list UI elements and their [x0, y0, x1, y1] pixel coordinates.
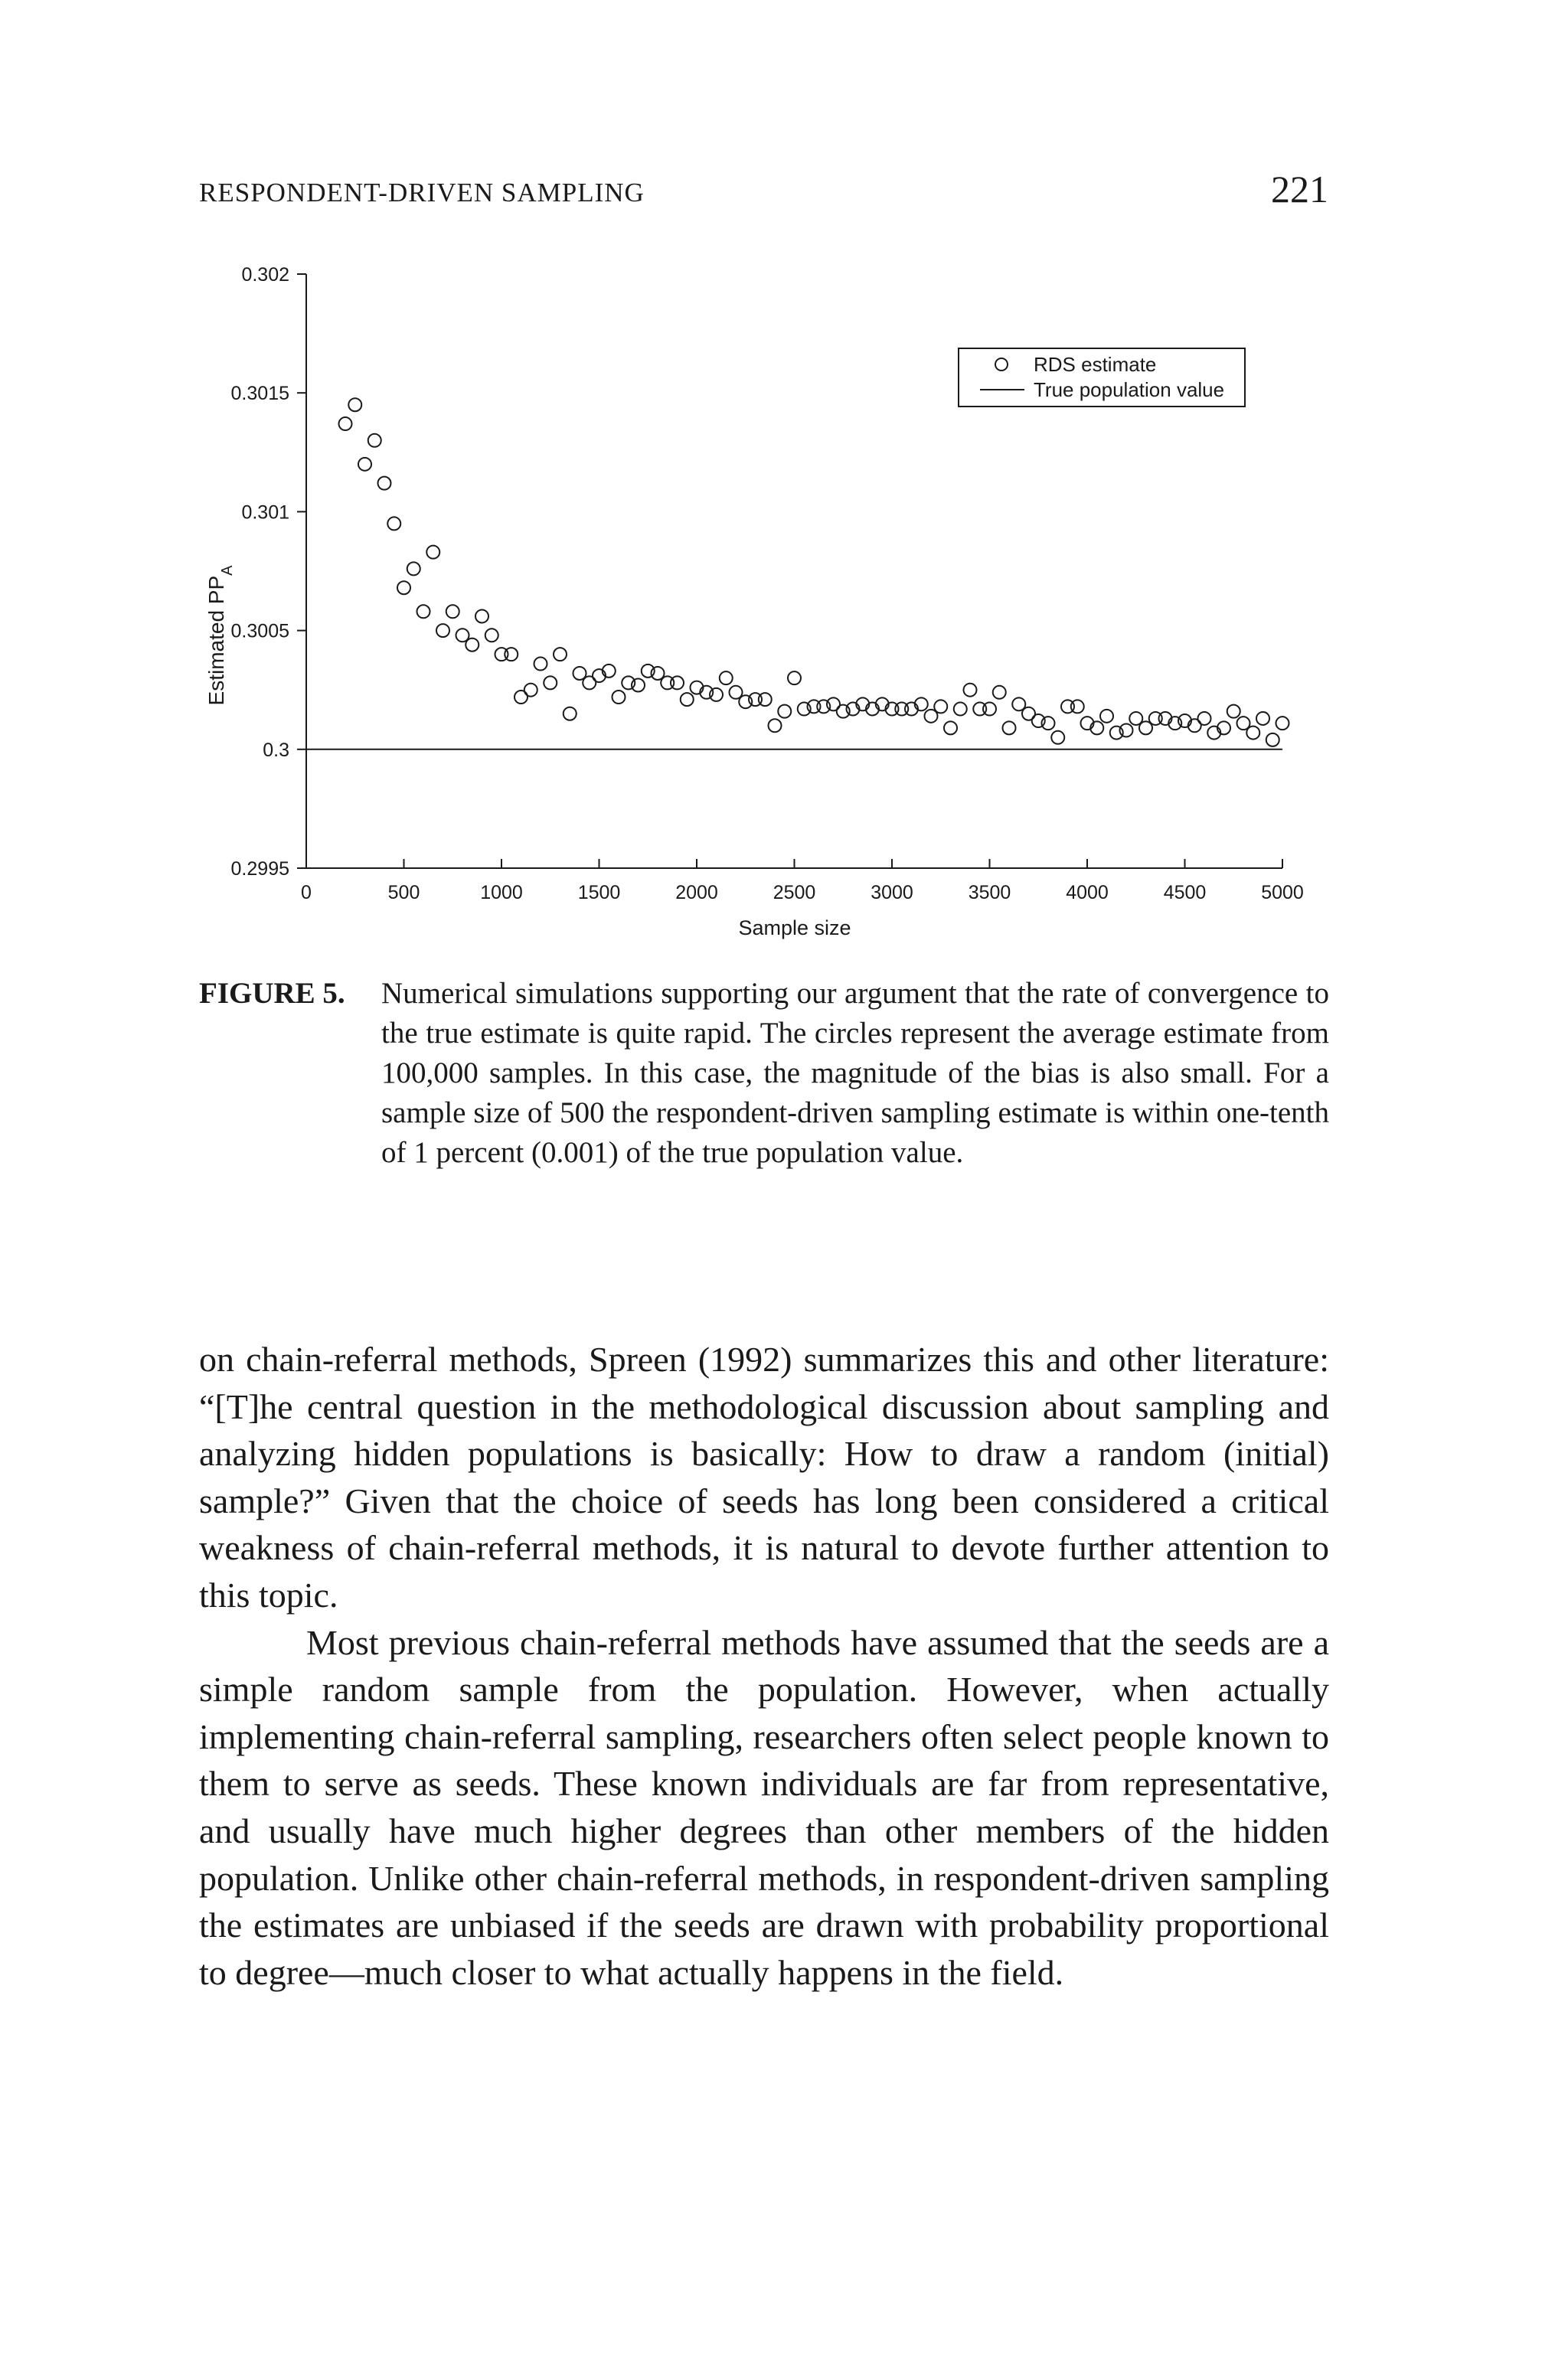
- rds-estimate-point: [397, 581, 410, 594]
- rds-estimate-point: [739, 695, 752, 708]
- y-axis-label-main: Estimated PP: [204, 575, 228, 706]
- legend-label-rds-estimate: RDS estimate: [1034, 353, 1157, 376]
- rds-estimate-point: [475, 609, 488, 622]
- rds-estimate-point: [788, 671, 801, 684]
- convergence-chart: [191, 253, 1340, 957]
- body-text: [199, 1336, 1329, 1996]
- y-tick-label: 0.3005: [230, 620, 289, 642]
- rds-estimate-point: [612, 691, 626, 704]
- y-tick-label: 0.3: [263, 739, 289, 761]
- rds-estimate-point: [1003, 721, 1016, 734]
- rds-estimate-point: [1100, 710, 1113, 723]
- rds-estimate-point: [964, 684, 977, 697]
- rds-estimate-point: [1032, 714, 1045, 727]
- rds-estimate-point: [1256, 712, 1269, 725]
- rds-estimate-point: [642, 665, 655, 678]
- x-tick-label: 2500: [773, 882, 816, 903]
- rds-estimate-point: [524, 684, 537, 697]
- rds-estimate-point: [368, 434, 381, 447]
- rds-estimate-point: [671, 676, 684, 689]
- rds-estimate-point: [436, 624, 449, 637]
- rds-estimate-point: [1071, 700, 1084, 713]
- x-tick-label: 2000: [675, 882, 718, 903]
- figure-caption-text: Numerical simulations supporting our argument that the rate of convergence to the true estimate is quite rapid. The circles represent the average estimate from 100,000 samples. In this case, the magnitude of the bias is also small. For a sample size of 500 the respondent-driven sampling estimate is within one-tenth of 1 percent (0.001) of the true population value.: [381, 977, 1329, 1169]
- x-tick-label: 1500: [577, 882, 621, 903]
- y-tick-label: 0.302: [241, 264, 289, 286]
- rds-estimate-point: [798, 703, 811, 716]
- rds-estimate-point: [993, 686, 1006, 699]
- x-tick-label: 5000: [1261, 882, 1304, 903]
- rds-estimate-point: [983, 703, 996, 716]
- rds-estimate-point: [446, 605, 459, 618]
- rds-estimate-point: [485, 629, 498, 642]
- rds-estimate-point: [934, 700, 947, 713]
- rds-estimate-point: [681, 693, 694, 706]
- figure-label: FIGURE 5.: [199, 977, 345, 1010]
- rds-estimate-point: [817, 700, 830, 713]
- rds-estimate-point: [554, 648, 567, 661]
- rds-estimate-point: [769, 719, 782, 732]
- rds-estimate-point: [1266, 733, 1279, 746]
- rds-estimate-point: [505, 648, 518, 661]
- chart-points: [339, 398, 1289, 746]
- rds-estimate-point: [837, 705, 850, 718]
- rds-estimate-point: [622, 676, 635, 689]
- y-axis-label-subscript: A: [219, 565, 236, 576]
- y-tick-label: 0.2995: [230, 858, 289, 880]
- paragraph-2: Most previous chain-referral methods have assumed that the seeds are a simple random sample from the population. However, when actually implementing chain-referral sampling, researchers often select people known to them to serve as seeds. These known individuals are far from representative, and usually have much higher degrees than other members of the hidden population. Unlike other chain-referral methods, in respondent-driven sampling the estimates are unbiased if the seeds are drawn with probability proportional to degree—much closer to what actually happens in the field.: [199, 1622, 1329, 1992]
- x-tick-label: 1000: [480, 882, 523, 903]
- rds-estimate-point: [564, 707, 577, 720]
- rds-estimate-point: [1198, 712, 1211, 725]
- rds-estimate-point: [339, 417, 352, 430]
- legend-label-true-population-value: True population value: [1034, 378, 1225, 401]
- y-tick-label: 0.3015: [230, 383, 289, 405]
- rds-estimate-point: [944, 721, 957, 734]
- rds-estimate-point: [1110, 727, 1123, 740]
- rds-estimate-point: [426, 546, 439, 559]
- rds-estimate-point: [466, 638, 479, 651]
- page-number: 221: [1271, 168, 1328, 211]
- x-tick-label: 3000: [871, 882, 913, 903]
- x-tick-label: 0: [301, 882, 312, 903]
- rds-estimate-point: [632, 678, 645, 691]
- rds-estimate-point: [954, 703, 967, 716]
- x-tick-label: 4000: [1066, 882, 1109, 903]
- rds-estimate-point: [358, 458, 371, 471]
- running-head: RESPONDENT-DRIVEN SAMPLING: [199, 178, 645, 207]
- rds-estimate-point: [710, 688, 723, 701]
- paragraph-1: on chain-referral methods, Spreen (1992) summarizes this and other literature: “[T]he central question in the methodological discussion about sampling and analyzing hidden populations is basically: How to draw a random (initial) sample?” Given that the choice of seeds has long been considered a critical weakness of chain-referral methods, it is natural to devote further attention to this topic.: [199, 1340, 1329, 1615]
- x-tick-label: 4500: [1163, 882, 1207, 903]
- rds-estimate-point: [1120, 723, 1133, 736]
- chart-legend: [959, 348, 1245, 407]
- rds-estimate-point: [387, 517, 400, 530]
- rds-estimate-point: [1246, 727, 1259, 740]
- rds-estimate-point: [1276, 717, 1289, 730]
- rds-estimate-point: [778, 705, 791, 718]
- rds-estimate-point: [348, 398, 361, 411]
- figure-caption: [199, 974, 1329, 1173]
- rds-estimate-point: [378, 477, 391, 490]
- rds-estimate-point: [407, 562, 420, 575]
- x-tick-label: 3500: [968, 882, 1011, 903]
- rds-estimate-point: [534, 658, 547, 671]
- y-tick-label: 0.301: [241, 501, 289, 524]
- rds-estimate-point: [1051, 731, 1064, 744]
- rds-estimate-point: [1042, 717, 1055, 730]
- x-tick-label: 500: [387, 882, 420, 903]
- rds-estimate-point: [720, 671, 733, 684]
- rds-estimate-point: [417, 605, 430, 618]
- rds-estimate-point: [1227, 705, 1240, 718]
- rds-estimate-point: [759, 693, 772, 706]
- rds-estimate-point: [544, 676, 557, 689]
- x-axis-label: Sample size: [738, 916, 851, 939]
